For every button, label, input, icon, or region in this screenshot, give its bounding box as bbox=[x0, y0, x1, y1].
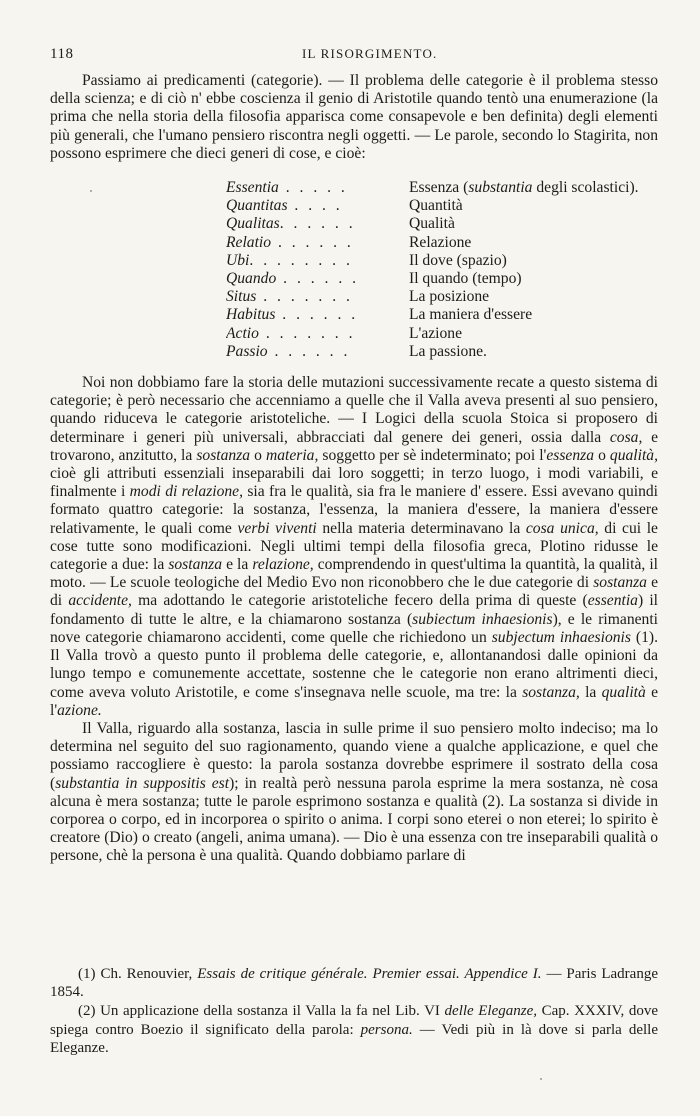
category-latin: Essentia bbox=[226, 179, 279, 197]
category-italian: La maniera d'essere bbox=[409, 306, 533, 324]
category-latin: Actio bbox=[226, 324, 259, 342]
category-row bbox=[226, 197, 658, 215]
category-italian-tail: degli scolastici). bbox=[532, 179, 639, 197]
leader-dots: . . . . . . . bbox=[256, 288, 353, 306]
category-latin: Quantitas bbox=[226, 197, 288, 215]
category-latin: Ubi bbox=[226, 251, 250, 269]
leader-dots: . . . . . . bbox=[279, 215, 356, 233]
leader-dots: . . . . . . . bbox=[258, 324, 356, 342]
category-row bbox=[226, 234, 658, 252]
running-title: IL RISORGIMENTO. bbox=[302, 46, 438, 61]
paper-speck bbox=[90, 190, 92, 192]
leader-dots: . . . . . . bbox=[275, 306, 359, 324]
paragraph-valla-substance: Il Valla, riguardo alla sostanza, lascia in sulle prime il suo pensiero molto indeciso; ma lo determina nel seguito del suo ragionamento, quando viene a qualche applicazione, e quel che possiamo raccogliere è questo: la parola sostanza dovrebbe esprimere il sostrato della cosa (substantia in suppositis est); in realtà però nessuna parola esprime la mera sostanza, nè cosa alcuna è mera sostanza; tutte le parole esprimono sostanza e qualità (2). La sostanza si divide in corporea o corpo, ed in incorporea o spirito o anima. I corpi sono eterei o non eterei; lo spirito è creatore (Dio) o creato (angeli, anima umana). — Dio è una essenza con tre inseparabili qualità o persone, chè la persona è una qualità. Quando dobbiamo parlare di bbox=[50, 719, 658, 865]
footnote-2: (2) Un applicazione della sostanza il Valla la fa nel Lib. VI delle Eleganze, Cap. XXXIV, dove spiega contro Boezio il significato della parola: persona. — Vedi più in là dove si parla delle Eleganze. bbox=[50, 1003, 659, 1056]
category-row bbox=[226, 325, 658, 343]
paper-speck bbox=[540, 1078, 542, 1080]
category-italian: Il quando (tempo) bbox=[409, 270, 522, 288]
leader-dots: . . . . . . . . bbox=[249, 251, 353, 269]
category-latin: Relatio bbox=[226, 233, 272, 251]
leader-dots: . . . . . . bbox=[267, 342, 351, 360]
leader-dots: . . . . . bbox=[278, 179, 348, 197]
leader-dots: . . . . bbox=[287, 197, 343, 215]
paragraph-history-of-categories: Noi non dobbiamo fare la storia delle mutazioni successivamente recate a questo sistema di categorie; è però necessario che accenniamo a quelle che il Valla aveva presenti al suo pensiero, quando riduceva le categorie aristoteliche. — I Logici della scuola Stoica si proposero di determinare i generi più universali, abbracciati dal genere dei generi, ossia dalla cosa, e trovarono, anzitutto, la sostanza o materia, soggetto per sè indeterminato; poi l'essenza o qualità, cioè gli attributi essenziali inseparabili dai loro soggetti; in terzo luogo, i modi variabili, e finalmente i modi di relazione, sia fra le qualità, sia fra le maniere d' essere. Essi avevano quindi formato quattro categorie: la sostanza, l'essenza, la maniera d'essere, la maniera d'essere relativamente, le quali come verbi viventi nella materia determinavano la cosa unica, di cui le cose tutte sono modificazioni. Negli ultimi tempi della filosofia greca, Plotino ridusse le categorie a due: la sostanza e la relazione, comprendendo in quest'ultima la quantità, la qualità, il moto. — Le scuole teologiche del Medio Evo non riconobbero che le due categorie di sostanza e di accidente, ma adottando le categorie aristoteliche fecero della prima di queste (essentia) il fondamento di tutte le altre, e la chiamarono sostanza (subiectum inhaesionis), e le rimanenti nove categorie chiamarono accidenti, come quelle che richiedono un subjectum inhaesionis (1). Il Valla trovò a questo punto il problema delle categorie, e, allontanandosi dalle opinioni da lungo tempo e comunemente accettate, sostenne che le categorie non erano altrimenti dieci, come aveva voluto Aristotile, e come s'insegnava nelle scuole, ma tre: la sostanza, la qualità e l'azione. bbox=[50, 374, 659, 719]
footnote-1: (1) Ch. Renouvier, Essais de critique générale. Premier essai. Appendice I. — Paris Ladrange 1854. bbox=[50, 966, 658, 1001]
running-header bbox=[50, 46, 658, 68]
leader-dots: . . . . . . bbox=[271, 233, 354, 251]
category-row bbox=[226, 179, 658, 197]
category-italian: Essenza ( bbox=[409, 179, 469, 197]
category-italian: L'azione bbox=[409, 324, 463, 342]
category-row bbox=[226, 306, 658, 324]
categories-table bbox=[226, 179, 658, 361]
category-latin: Situs bbox=[226, 288, 257, 306]
leader-dots: . . . . . . bbox=[276, 270, 360, 288]
category-row bbox=[226, 270, 658, 288]
main-text bbox=[50, 72, 658, 866]
category-latin: Qualitas bbox=[226, 215, 280, 233]
page-number: 118 bbox=[50, 46, 74, 62]
footnotes bbox=[50, 965, 658, 1058]
category-latin: Quando bbox=[226, 270, 277, 288]
category-row bbox=[226, 288, 658, 306]
category-row bbox=[226, 252, 658, 270]
category-row bbox=[226, 215, 658, 233]
category-italian: La passione. bbox=[409, 342, 487, 360]
category-italian: Quantità bbox=[409, 197, 463, 215]
category-italian: La posizione bbox=[409, 288, 490, 306]
category-italian-italic: substantia bbox=[468, 179, 533, 197]
category-latin: Passio bbox=[226, 342, 268, 360]
category-italian: Il dove (spazio) bbox=[409, 251, 507, 269]
category-italian: Qualità bbox=[409, 215, 455, 233]
book-page bbox=[50, 46, 658, 866]
category-row bbox=[226, 343, 658, 361]
paragraph-categories-intro: Passiamo ai predicamenti (categorie). — Il problema delle categorie è il problema stesso della scienza; e di ciò n' ebbe coscienza il genio di Aristotile quando tentò una enumerazione (la prima che nella storia della filosofia apparisca come consapevole e ben definita) degli elementi più generali, che l'umano pensiero riscontra negli oggetti. — Le parole, secondo lo Stagirita, non possono esprimere che dieci generi di cose, e cioè: bbox=[50, 72, 658, 162]
category-latin: Habitus bbox=[226, 306, 276, 324]
category-italian: Relazione bbox=[409, 233, 472, 251]
